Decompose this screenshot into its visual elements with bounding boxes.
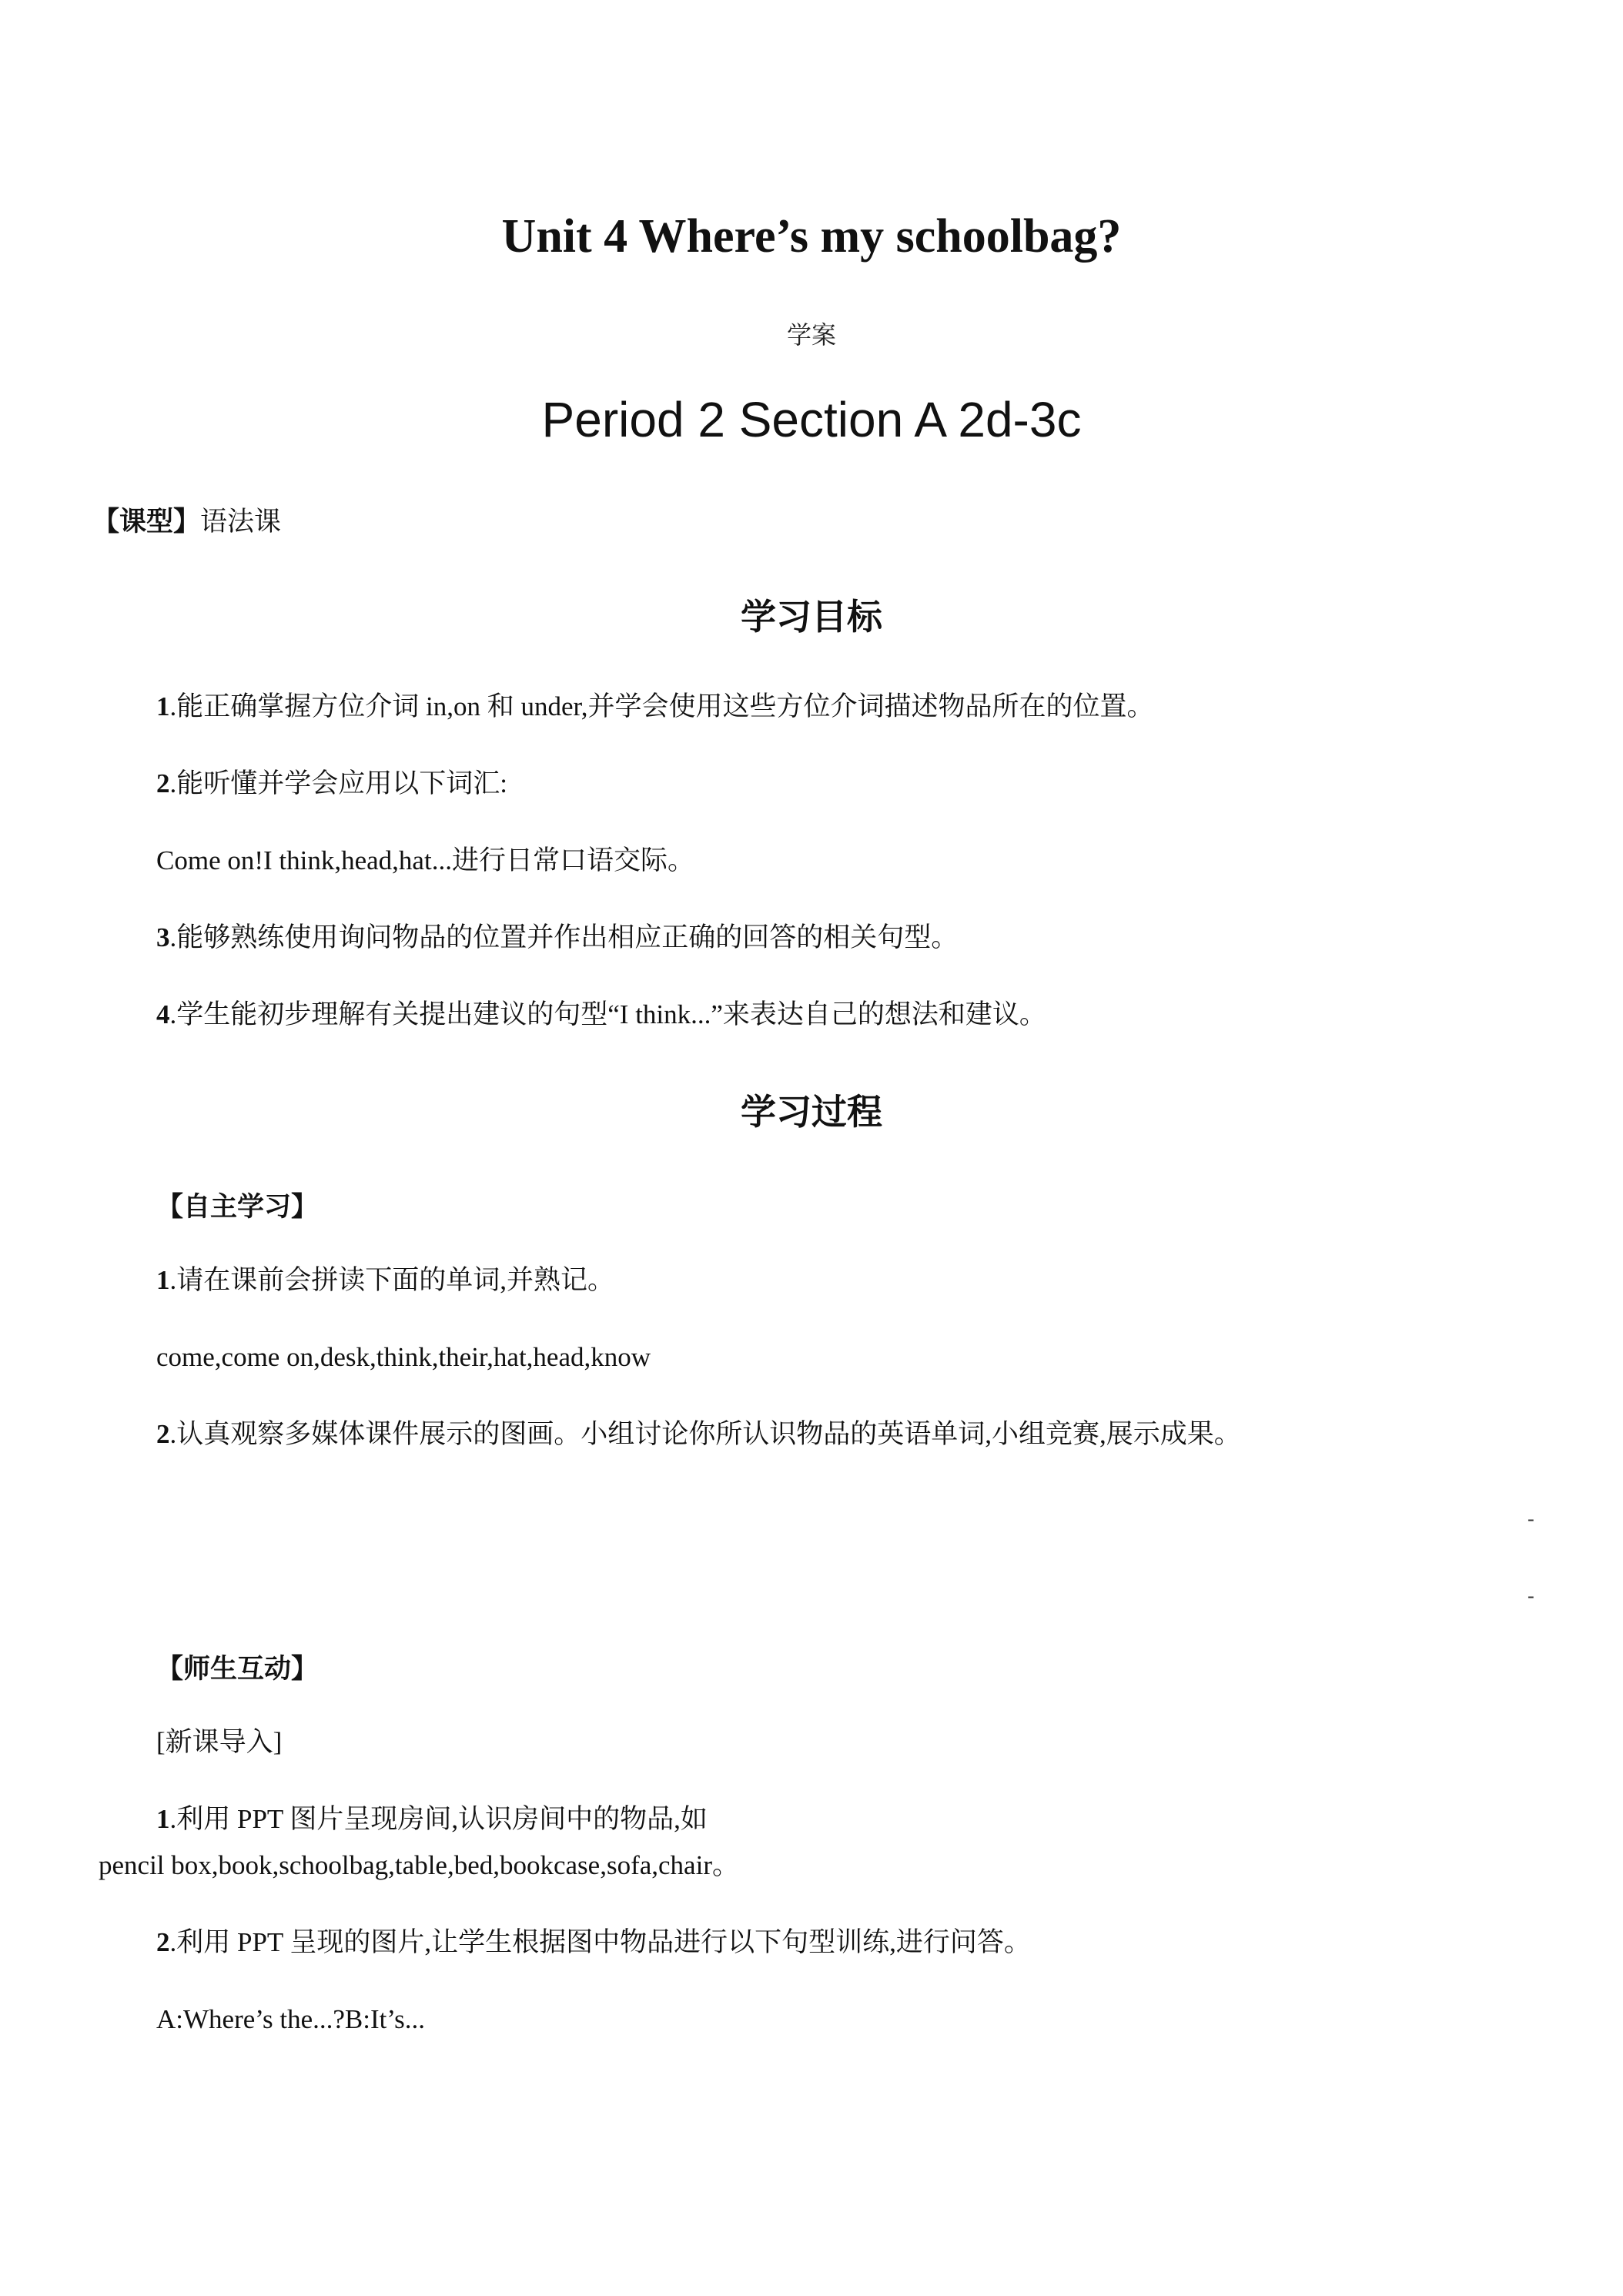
lesson-type xyxy=(92,500,281,539)
dialogue-pattern xyxy=(156,2002,425,2037)
self-study-item-2 xyxy=(156,1417,1241,1452)
objectives-heading: 学习目标 xyxy=(741,596,882,638)
lesson-type-value: 语法课 xyxy=(200,507,282,537)
interaction-item-1 xyxy=(156,1802,708,1837)
objective-item-3 xyxy=(156,920,958,956)
interaction-label: 【师生互动】 xyxy=(156,1654,319,1685)
item-text: .能听懂并学会应用以下词汇: xyxy=(169,768,507,798)
unit-title: Unit 4 Where’s my schoolbag? xyxy=(501,210,1122,263)
margin-dash: - xyxy=(1528,1585,1534,1607)
item-text: come,come on,desk,think,their,hat,head,know xyxy=(156,1342,651,1372)
item-number: 2 xyxy=(156,1419,170,1449)
objective-item-1 xyxy=(156,689,1154,725)
item-number: 2 xyxy=(156,1927,170,1957)
item-text: .利用 PPT 呈现的图片,让学生根据图中物品进行以下句型训练,进行问答。 xyxy=(169,1927,1031,1957)
vocabulary-list xyxy=(156,1340,651,1375)
item-text: A:Where’s the...?B:It’s... xyxy=(156,2004,425,2034)
item-text: .能够熟练使用询问物品的位置并作出相应正确的回答的相关句型。 xyxy=(169,922,959,952)
item-text: .请在课前会拼读下面的单词,并熟记。 xyxy=(169,1265,615,1295)
item-text: .认真观察多媒体课件展示的图画。小组讨论你所认识物品的英语单词,小组竞赛,展示成果。 xyxy=(169,1419,1241,1449)
period-heading: Period 2 Section A 2d-3c xyxy=(541,392,1082,447)
interaction-item-1-continued xyxy=(99,1848,739,1883)
document-subtitle: 学案 xyxy=(786,320,836,350)
item-text: pencil box,book,schoolbag,table,bed,bookcase,sofa,chair。 xyxy=(99,1850,739,1880)
self-study-item-1 xyxy=(156,1263,614,1298)
objective-item-2 xyxy=(156,766,507,802)
objective-item-4 xyxy=(156,997,1046,1033)
new-lesson-intro-label: [新课导入] xyxy=(156,1727,283,1757)
item-number: 1 xyxy=(156,1804,170,1834)
item-text: .学生能初步理解有关提出建议的句型“I think...”来表达自己的想法和建议。 xyxy=(169,999,1046,1029)
lesson-type-label: 【课型】 xyxy=(92,507,201,537)
item-number: 4 xyxy=(156,999,170,1029)
item-number: 3 xyxy=(156,922,170,952)
interaction-item-2 xyxy=(156,1925,1031,1960)
item-number: 2 xyxy=(156,768,170,798)
item-text: Come on!I think,head,hat...进行日常口语交际。 xyxy=(156,845,694,875)
objective-item-2-continued xyxy=(156,843,694,879)
item-number: 1 xyxy=(156,691,170,721)
item-text: .利用 PPT 图片呈现房间,认识房间中的物品,如 xyxy=(169,1804,708,1834)
margin-dash: - xyxy=(1528,1508,1534,1530)
item-number: 1 xyxy=(156,1265,170,1295)
self-study-label: 【自主学习】 xyxy=(156,1192,319,1223)
item-text: .能正确掌握方位介词 in,on 和 under,并学会使用这些方位介词描述物品所在的位置。 xyxy=(169,691,1154,721)
process-heading: 学习过程 xyxy=(741,1091,882,1133)
